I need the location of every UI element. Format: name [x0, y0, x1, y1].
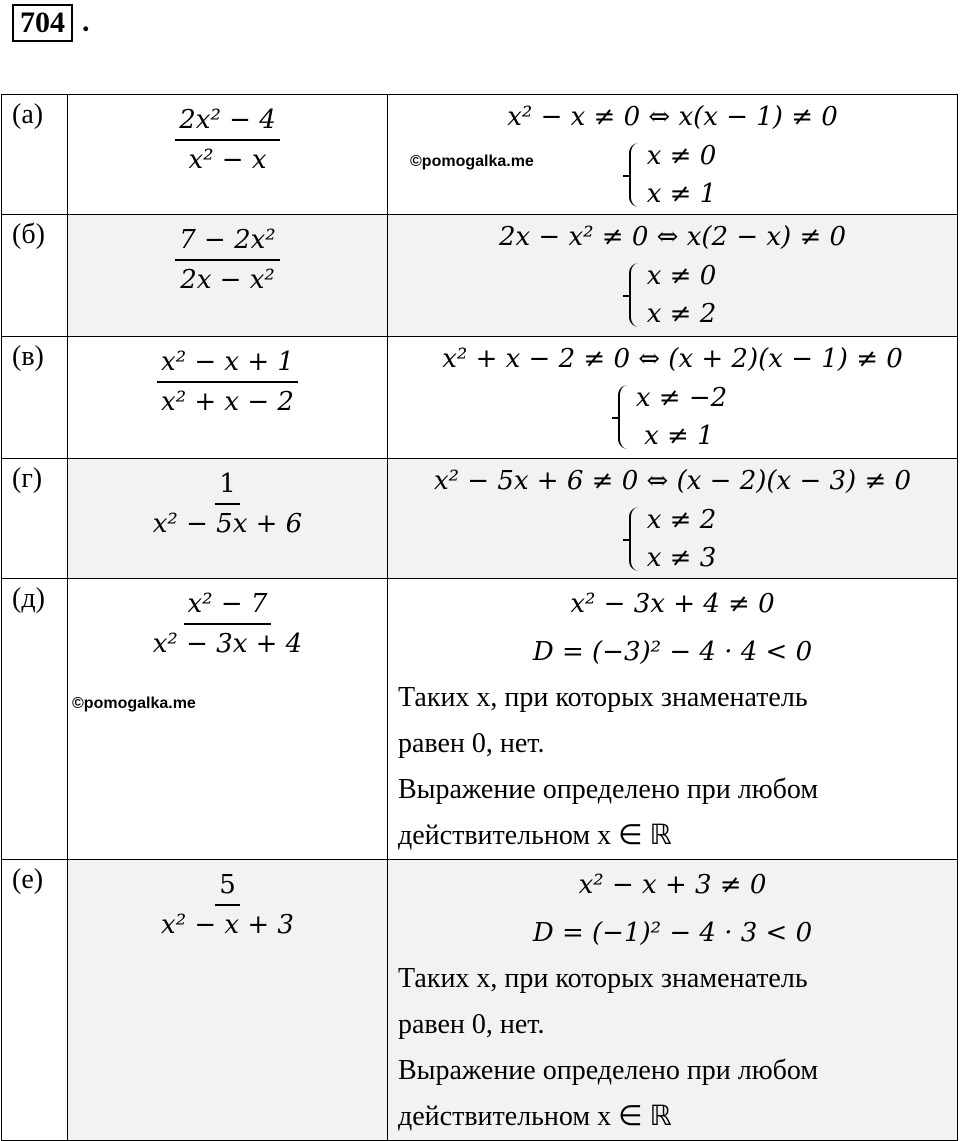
solution-table	[1, 94, 958, 1141]
numerator: 2x² − 4	[175, 101, 279, 141]
numerator: 1	[215, 465, 240, 505]
condition-equation: x² + x − 2 ≠ 0 ⇔ (x + 2)(x − 1) ≠ 0	[442, 344, 903, 374]
table-row	[2, 95, 958, 215]
numerator: 7 − 2x²	[175, 221, 279, 261]
watermark: ©pomogalka.me	[72, 695, 196, 712]
discriminant: D = (−3)² − 4 · 4 < 0	[532, 637, 813, 667]
table-row	[2, 215, 958, 337]
problem-number: 704	[12, 4, 73, 42]
system	[629, 501, 717, 577]
explanation-line: действительном x ∈ ℝ	[398, 820, 672, 851]
row-label: (б)	[12, 219, 45, 250]
row-label: (д)	[12, 583, 45, 614]
explanation-line: Выражение определено при любом	[398, 774, 819, 805]
explanation-line: равен 0, нет.	[398, 728, 545, 759]
fraction	[149, 465, 306, 543]
explanation-line: Таких x, при которых знаменатель	[398, 682, 808, 713]
row-label: (е)	[12, 864, 44, 895]
system-line: x ≠ −2	[635, 383, 728, 413]
row-label: (а)	[12, 99, 44, 130]
brace-icon	[629, 507, 643, 571]
problem-dot: .	[82, 5, 90, 38]
explanation-line: действительном x ∈ ℝ	[398, 1101, 672, 1132]
denominator: x² − x	[188, 145, 267, 175]
denominator: x² − x + 3	[161, 910, 294, 940]
system-line: x ≠ 2	[646, 299, 717, 329]
denominator: x² + x − 2	[161, 387, 294, 417]
denominator: x² − 5x + 6	[152, 509, 303, 539]
numerator: 5	[215, 866, 240, 906]
brace-icon	[618, 385, 632, 449]
fraction	[149, 585, 306, 663]
fraction	[157, 343, 298, 421]
numerator: x² − 7	[184, 585, 272, 625]
system-line: x ≠ 1	[635, 421, 714, 451]
system-line: x ≠ 0	[646, 141, 717, 171]
system-line: x ≠ 2	[646, 505, 717, 535]
brace-icon	[629, 143, 643, 207]
denominator: 2x − x²	[180, 265, 275, 295]
explanation-line: равен 0, нет.	[398, 1009, 545, 1040]
explanation-line: Выражение определено при любом	[398, 1055, 819, 1086]
numerator: x² − x + 1	[157, 343, 298, 383]
condition-equation: x² − 3x + 4 ≠ 0	[570, 589, 775, 619]
condition-equation: x² − 5x + 6 ≠ 0 ⇔ (x − 2)(x − 3) ≠ 0	[433, 466, 912, 496]
table-row	[2, 337, 958, 459]
brace-icon	[629, 263, 643, 327]
fraction	[175, 221, 279, 299]
denominator: x² − 3x + 4	[152, 629, 303, 659]
table-row	[2, 860, 958, 1141]
watermark: ©pomogalka.me	[410, 153, 534, 170]
explanation-line: Таких x, при которых знаменатель	[398, 963, 808, 994]
system-line: x ≠ 0	[646, 261, 717, 291]
condition-equation: x² − x + 3 ≠ 0	[578, 870, 767, 900]
row-label: (в)	[12, 341, 44, 372]
table-row	[2, 459, 958, 579]
system	[629, 257, 717, 333]
system-line: x ≠ 1	[646, 179, 717, 209]
condition-equation: 2x − x² ≠ 0 ⇔ x(2 − x) ≠ 0	[498, 222, 847, 252]
row-label: (г)	[12, 463, 43, 494]
fraction	[157, 866, 298, 944]
system-line: x ≠ 3	[646, 543, 717, 573]
system	[618, 379, 727, 455]
discriminant: D = (−1)² − 4 · 3 < 0	[532, 918, 813, 948]
condition-equation: x² − x ≠ 0 ⇔ x(x − 1) ≠ 0	[507, 102, 838, 132]
table-row	[2, 579, 958, 860]
fraction	[175, 101, 279, 179]
system	[629, 137, 717, 213]
